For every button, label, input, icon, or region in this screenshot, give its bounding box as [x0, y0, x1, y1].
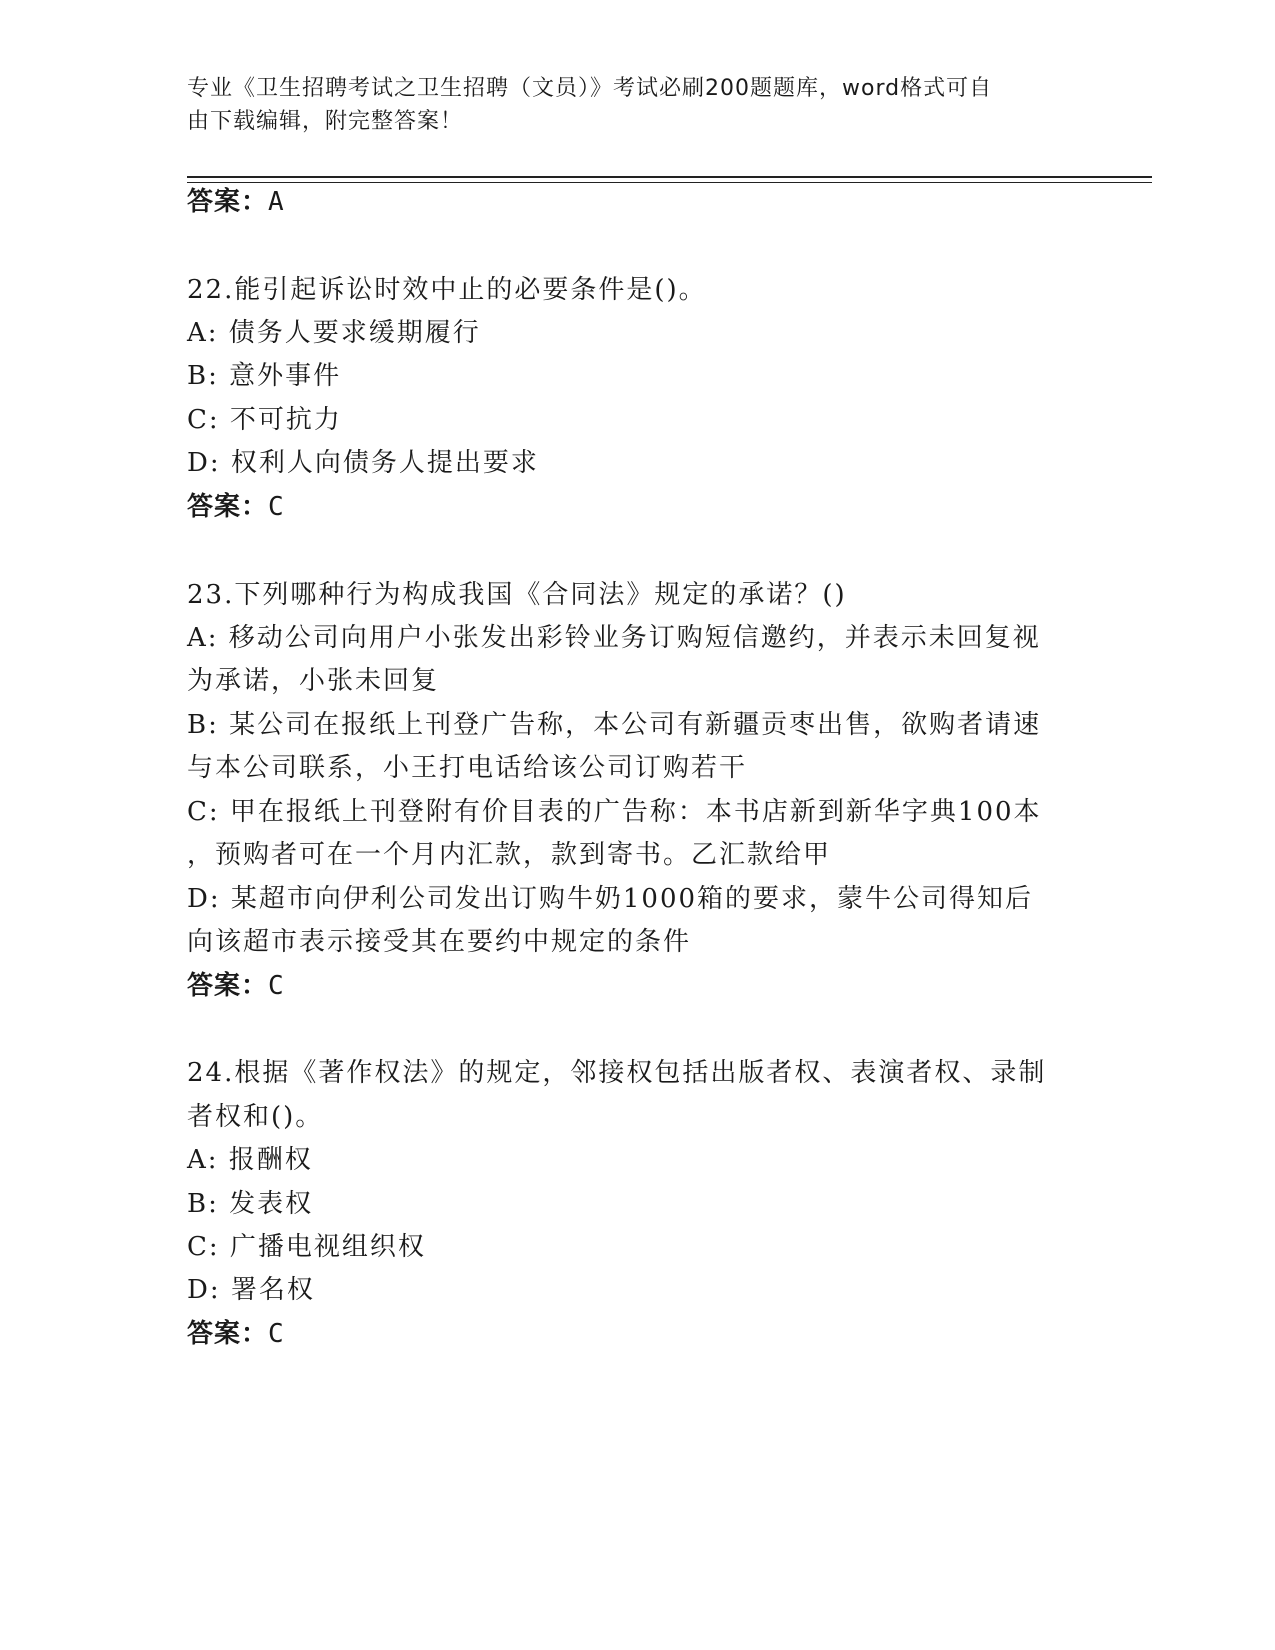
question-23-option-d-line-2: 向该超市表示接受其在要约中规定的条件: [187, 927, 692, 957]
document-header: [187, 72, 1067, 138]
answer-label: 答案：: [187, 971, 269, 1001]
question-22-option-c: C: 不可抗力: [187, 405, 342, 435]
question-23-option-b-line-1: B: 某公司在报纸上刊登广告称，本公司有新疆贡枣出售，欲购者请速: [187, 710, 1042, 740]
question-22-option-a: A: 债务人要求缓期履行: [187, 318, 481, 348]
question-24-stem-line-1: 24.根据《著作权法》的规定，邻接权包括出版者权、表演者权、录制: [187, 1058, 1047, 1088]
question-23-option-c-line-2: ，预购者可在一个月内汇款，款到寄书。乙汇款给甲: [187, 840, 832, 870]
answer-value: C: [268, 971, 285, 1001]
question-24-stem-line-2: 者权和()。: [187, 1102, 324, 1132]
question-24-option-d: D: 署名权: [187, 1275, 315, 1305]
question-23-stem: 23.下列哪种行为构成我国《合同法》规定的承诺？(): [187, 580, 847, 610]
answer-value: A: [268, 187, 285, 217]
question-24-option-b: B: 发表权: [187, 1189, 314, 1219]
question-24-answer: [187, 1316, 285, 1352]
question-22-option-b: B: 意外事件: [187, 361, 342, 391]
header-line-1: 专业《卫生招聘考试之卫生招聘（文员）》考试必刷200题题库，word格式可自: [187, 76, 993, 101]
question-22-option-d: D: 权利人向债务人提出要求: [187, 448, 539, 478]
question-22-stem: 22.能引起诉讼时效中止的必要条件是()。: [187, 275, 707, 305]
header-divider: [187, 176, 1152, 178]
answer-label: 答案：: [187, 1319, 269, 1349]
question-24-option-c: C: 广播电视组织权: [187, 1232, 426, 1262]
question-22-answer: [187, 489, 285, 525]
question-23-option-d-line-1: D: 某超市向伊利公司发出订购牛奶1000箱的要求，蒙牛公司得知后: [187, 884, 1034, 914]
header-divider-thin: [187, 182, 1152, 183]
answer-label: 答案：: [187, 492, 269, 522]
question-24-option-a: A: 报酬权: [187, 1145, 313, 1175]
question-23-option-a-line-2: 为承诺，小张未回复: [187, 666, 440, 696]
prev-answer: [187, 184, 285, 220]
question-23-option-b-line-2: 与本公司联系，小王打电话给该公司订购若干: [187, 753, 748, 783]
question-23-option-c-line-1: C: 甲在报纸上刊登附有价目表的广告称：本书店新到新华字典100本: [187, 797, 1042, 827]
question-23-option-a-line-1: A: 移动公司向用户小张发出彩铃业务订购短信邀约，并表示未回复视: [187, 623, 1041, 653]
answer-label: 答案：: [187, 187, 269, 217]
header-line-2: 由下载编辑，附完整答案！: [187, 109, 464, 134]
answer-value: C: [268, 1319, 285, 1349]
answer-value: C: [268, 492, 285, 522]
question-23-answer: [187, 968, 285, 1004]
